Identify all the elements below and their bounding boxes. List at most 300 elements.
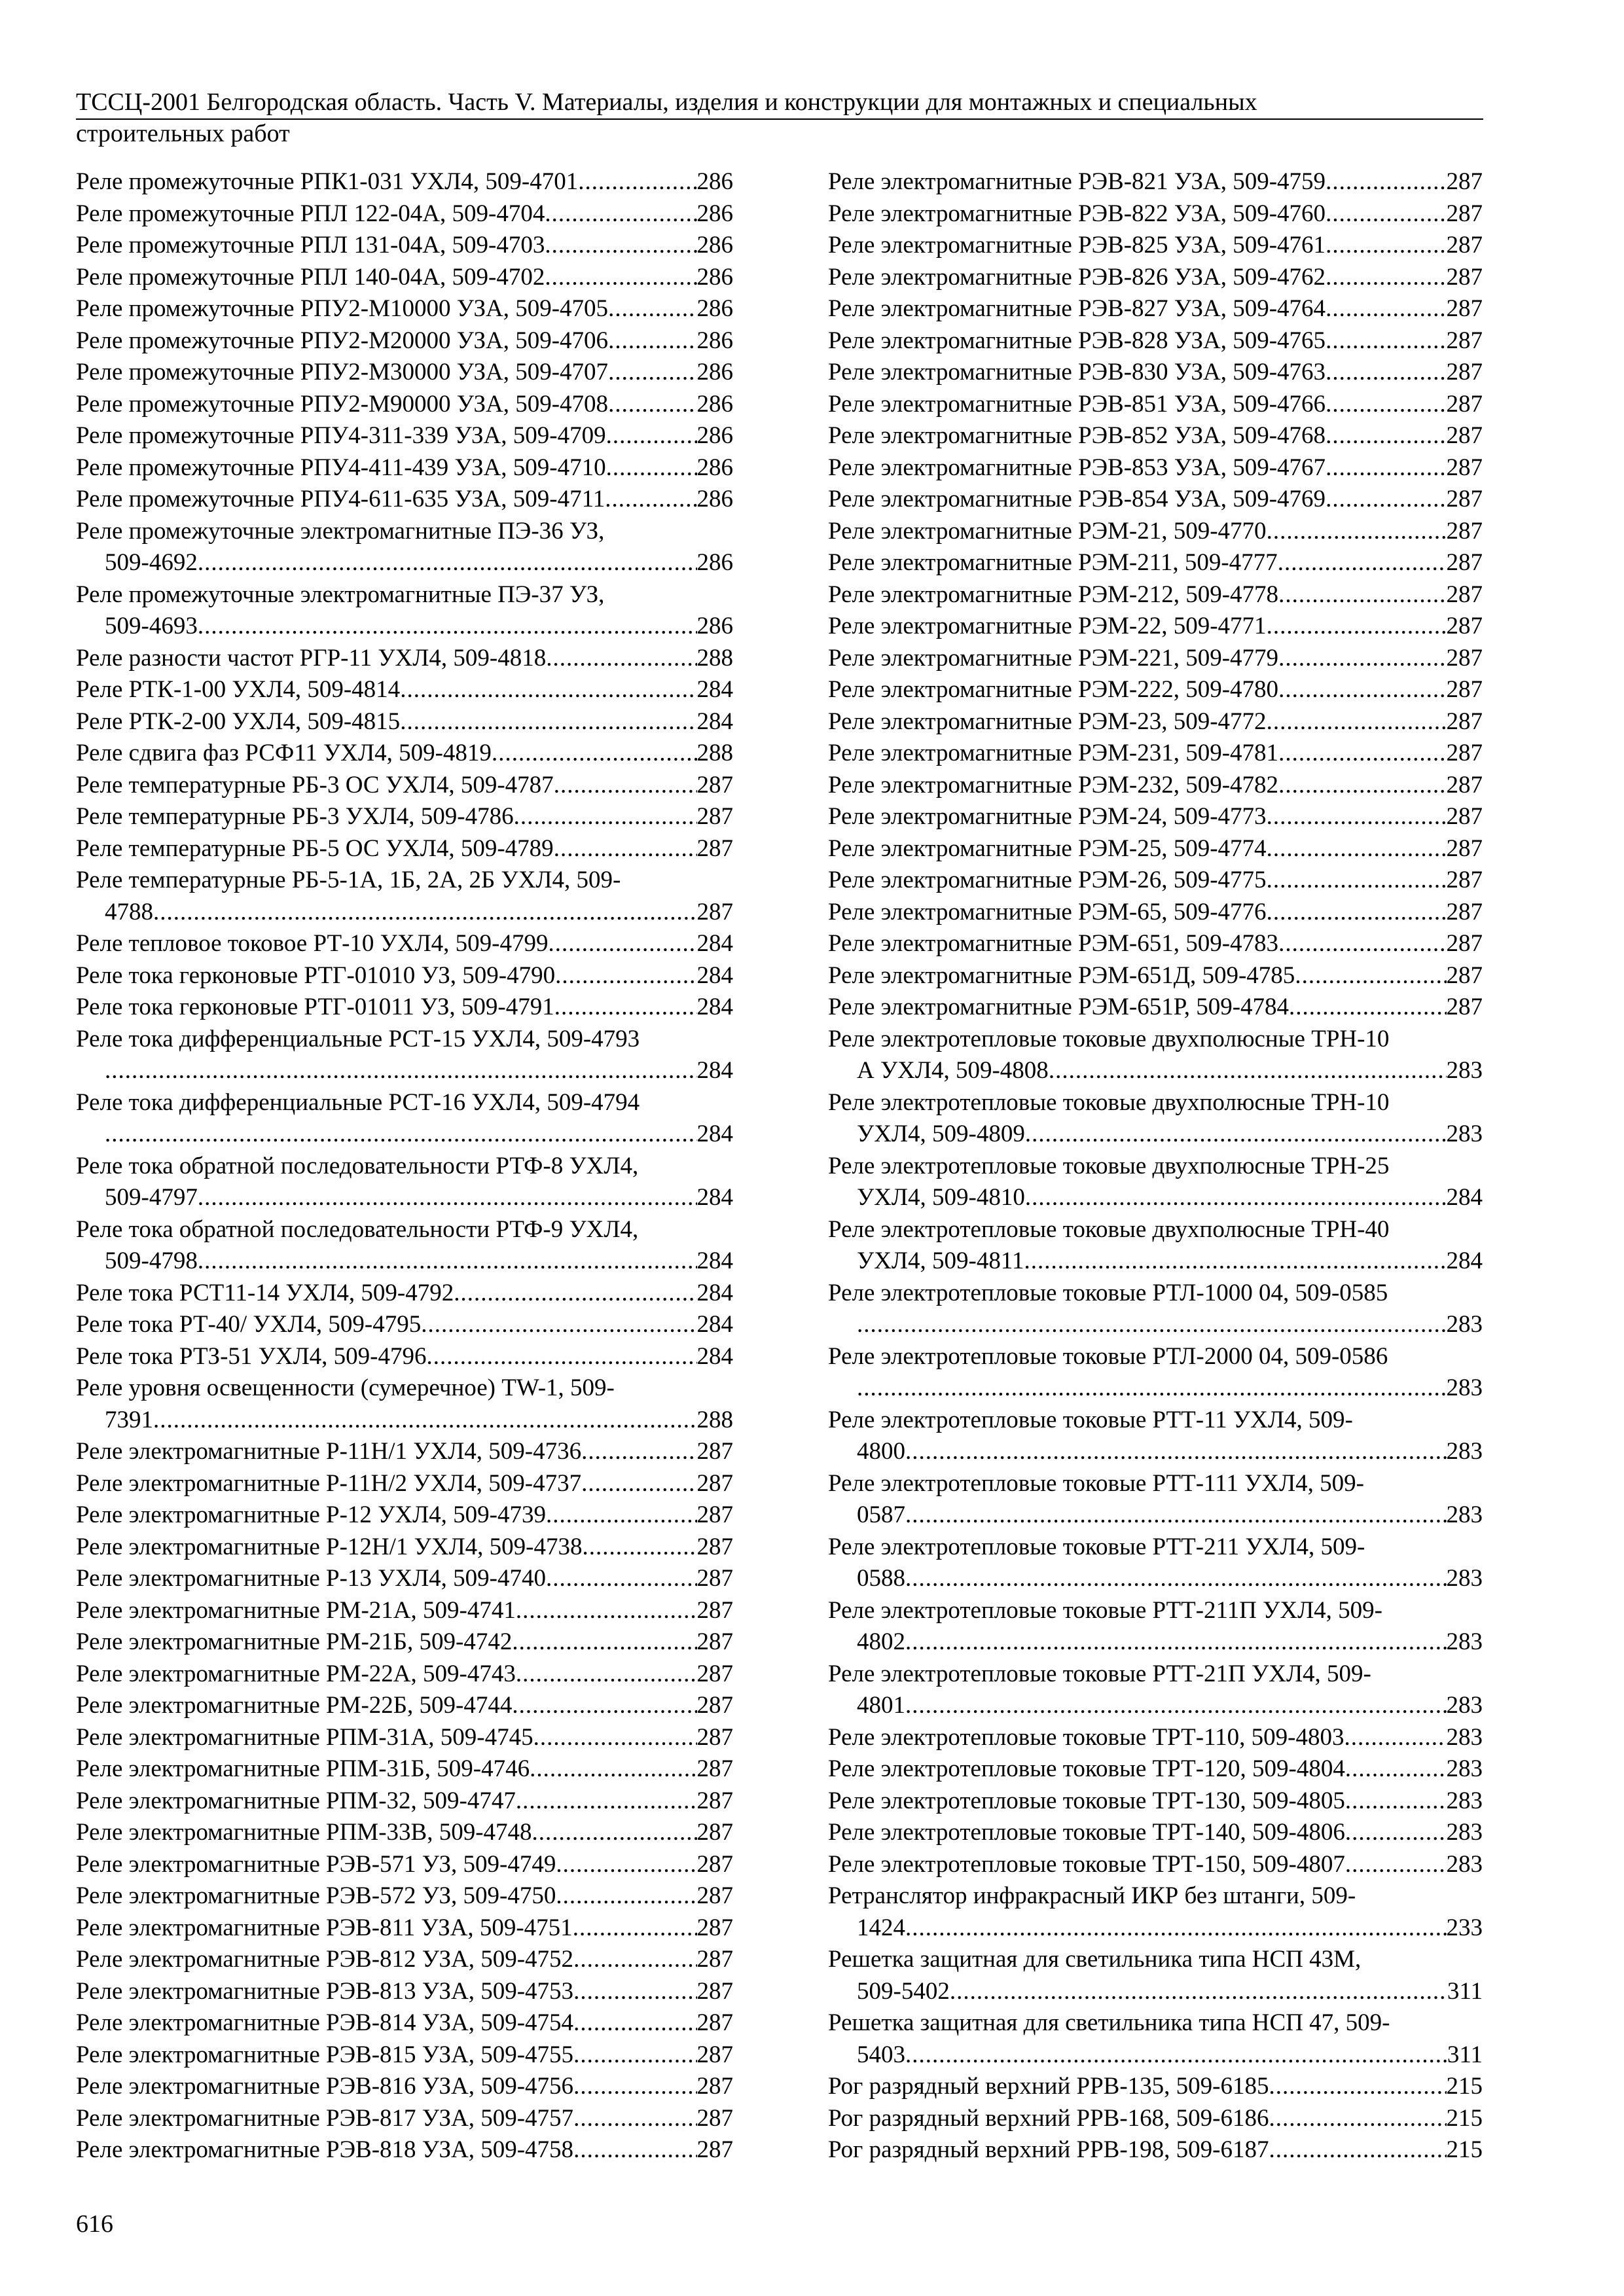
entry-page-number: 284 bbox=[696, 1184, 733, 1211]
index-entry bbox=[76, 1151, 733, 1214]
dot-leader bbox=[1326, 166, 1446, 198]
index-entry bbox=[76, 1278, 733, 1310]
index-entry bbox=[828, 2007, 1483, 2071]
index-entry bbox=[828, 1880, 1483, 1944]
index-entry bbox=[828, 389, 1483, 421]
dot-leader bbox=[546, 1563, 697, 1595]
entry-page-number: 284 bbox=[696, 930, 733, 957]
entry-page-number: 287 bbox=[1446, 295, 1483, 322]
index-entry bbox=[76, 960, 733, 992]
entry-page-number: 283 bbox=[1446, 1723, 1483, 1751]
entry-page-number: 284 bbox=[696, 1342, 733, 1370]
entry-page-number: 287 bbox=[1446, 803, 1483, 830]
entry-text: Реле электромагнитные Р-11Н/1 УХЛ4, 509-4736 bbox=[76, 1438, 582, 1465]
entry-page-number: 287 bbox=[696, 1438, 733, 1465]
entry-page-number: 287 bbox=[1446, 867, 1483, 893]
dot-leader bbox=[1267, 865, 1447, 897]
index-entry bbox=[76, 1753, 733, 1785]
entry-text: Реле электромагнитные РЭВ-827 УЗА, 509-4764 bbox=[828, 295, 1326, 322]
dot-leader bbox=[905, 1912, 1447, 1945]
entry-text: Реле электромагнитные РЭВ-814 УЗА, 509-4754 bbox=[76, 2009, 574, 2036]
entry-text: Реле электромагнитные РЭВ-826 УЗА, 509-4762 bbox=[828, 263, 1326, 291]
entry-page-number: 288 bbox=[696, 644, 733, 672]
entry-text: Реле электротепловые токовые ТРТ-150, 509-4807 bbox=[828, 1850, 1345, 1878]
entry-page-number: 288 bbox=[696, 1406, 733, 1433]
entry-text: Реле электромагнитные РЭВ-815 УЗА, 509-4755 bbox=[76, 2041, 574, 2068]
dot-leader bbox=[1278, 738, 1446, 770]
index-entry bbox=[76, 484, 733, 516]
entry-text: Реле температурные РБ-5 ОС УХЛ4, 509-4789 bbox=[76, 834, 554, 862]
entry-text: Реле электромагнитные Р-11Н/2 УХЛ4, 509-4737 bbox=[76, 1469, 582, 1497]
dot-leader bbox=[554, 833, 697, 865]
dot-leader bbox=[581, 1468, 696, 1500]
dot-leader bbox=[1278, 928, 1446, 960]
dot-leader bbox=[492, 738, 697, 770]
dot-leader bbox=[532, 1817, 697, 1849]
dot-leader bbox=[1278, 674, 1446, 706]
dot-leader bbox=[516, 1659, 697, 1691]
entry-text: Реле тока герконовые РТГ-01010 УЗ, 509-4790 bbox=[76, 961, 556, 989]
index-entry bbox=[828, 928, 1483, 960]
entry-text: Реле температурные РБ-5-1А, 1Б, 2А, 2Б УХЛ4, 509- bbox=[76, 867, 621, 893]
entry-page-number: 287 bbox=[696, 1660, 733, 1687]
entry-page-number: 283 bbox=[1446, 1850, 1483, 1878]
dot-leader bbox=[606, 452, 697, 484]
entry-page-number: 287 bbox=[696, 834, 733, 862]
dot-leader bbox=[198, 1182, 697, 1214]
index-entry bbox=[828, 579, 1483, 611]
entry-page-number: 286 bbox=[696, 390, 733, 418]
entry-text: Реле электромагнитные РЭМ-26, 509-4775 bbox=[828, 867, 1267, 893]
entry-text: Реле уровня освещенности (сумеречное) TW-1, 509- bbox=[76, 1374, 615, 1401]
entry-page-number: 287 bbox=[696, 1850, 733, 1878]
entry-text: Реле электромагнитные РМ-22Б, 509-4744 bbox=[76, 1692, 513, 1719]
entry-page-number: 287 bbox=[696, 898, 733, 925]
entry-page-number: 286 bbox=[696, 613, 733, 639]
dot-leader bbox=[1269, 2134, 1446, 2166]
entry-text: Рог разрядный верхний РРВ-198, 509-6187 bbox=[828, 2136, 1269, 2163]
dot-leader bbox=[554, 770, 697, 802]
entry-page-number: 287 bbox=[1446, 486, 1483, 512]
index-entry bbox=[828, 1214, 1483, 1278]
entry-text: Реле электромагнитные РЭВ-854 УЗА, 509-4769 bbox=[828, 486, 1326, 512]
dot-leader bbox=[198, 547, 697, 579]
index-entry bbox=[76, 198, 733, 230]
page-number: 616 bbox=[76, 2210, 113, 2238]
index-entry bbox=[76, 1563, 733, 1595]
index-entry bbox=[828, 1087, 1483, 1151]
dot-leader bbox=[198, 1246, 697, 1278]
dot-leader bbox=[905, 1690, 1447, 1722]
dot-leader bbox=[427, 1341, 697, 1373]
index-entry bbox=[828, 801, 1483, 833]
index-entry bbox=[828, 1278, 1483, 1341]
entry-text: Реле промежуточные РПУ2-М10000 УЗА, 509-4705 bbox=[76, 295, 609, 322]
index-entry bbox=[828, 706, 1483, 738]
dot-leader bbox=[153, 897, 697, 929]
entry-text: Реле тока РСТ11-14 УХЛ4, 509-4792 bbox=[76, 1279, 454, 1306]
entry-text: Реле электромагнитные РЭМ-222, 509-4780 bbox=[828, 676, 1279, 703]
dot-leader bbox=[556, 1849, 696, 1881]
entry-text: Реле электромагнитные РЭВ-851 УЗА, 509-4766 bbox=[828, 390, 1326, 418]
entry-page-number: 287 bbox=[1446, 517, 1483, 545]
index-entry bbox=[828, 198, 1483, 230]
index-entry bbox=[76, 1690, 733, 1722]
entry-page-number: 287 bbox=[1446, 961, 1483, 989]
entry-page-number: 215 bbox=[1446, 2073, 1483, 2100]
entry-text: Реле электромагнитные РЭВ-812 УЗА, 509-4752 bbox=[76, 1946, 574, 1973]
entry-text: УХЛ4, 509-4811 bbox=[857, 1247, 1024, 1274]
index-entry bbox=[76, 293, 733, 325]
entry-page-number: 215 bbox=[1446, 2136, 1483, 2163]
dot-leader bbox=[1326, 484, 1446, 516]
entry-text: Реле электротепловые токовые РТЛ-2000 04, 509-0586 bbox=[828, 1342, 1388, 1370]
entry-text: Реле температурные РБ-3 УХЛ4, 509-4786 bbox=[76, 803, 514, 830]
entry-text: 509-4693 bbox=[105, 613, 198, 639]
entry-text: Реле электромагнитные РЭМ-65, 509-4776 bbox=[828, 898, 1267, 925]
dot-leader bbox=[555, 960, 696, 992]
index-entry bbox=[76, 389, 733, 421]
entry-text: Реле электромагнитные РПМ-33В, 509-4748 bbox=[76, 1819, 532, 1846]
entry-text: Реле электротепловые токовые РТТ-21П УХЛ4, 509- bbox=[828, 1660, 1371, 1687]
dot-leader bbox=[105, 1119, 697, 1151]
entry-page-number: 287 bbox=[696, 2041, 733, 2068]
entry-text: Реле тепловое токовое РТ-10 УХЛ4, 509-4799 bbox=[76, 930, 549, 957]
entry-text: Реле промежуточные электромагнитные ПЭ-37 УЗ, bbox=[76, 581, 605, 608]
index-entry bbox=[76, 325, 733, 357]
entry-page-number: 283 bbox=[1446, 1692, 1483, 1719]
entry-text: 0587 bbox=[857, 1501, 905, 1528]
header-line-2: строительных работ bbox=[76, 120, 290, 147]
entry-text: Реле электромагнитные РМ-21А, 509-4741 bbox=[76, 1596, 516, 1624]
entry-text: 4801 bbox=[857, 1692, 905, 1719]
index-entry bbox=[828, 1785, 1483, 1818]
dot-leader bbox=[1289, 992, 1446, 1024]
index-entry bbox=[76, 166, 733, 198]
entry-page-number: 283 bbox=[1446, 1121, 1483, 1147]
entry-page-number: 286 bbox=[696, 359, 733, 386]
dot-leader bbox=[512, 1690, 696, 1722]
dot-leader bbox=[1269, 2103, 1446, 2135]
index-entry bbox=[828, 833, 1483, 865]
entry-text: Реле электромагнитные РЭВ-817 УЗА, 509-4757 bbox=[76, 2104, 574, 2132]
entry-text: Реле электромагнитные РМ-22А, 509-4743 bbox=[76, 1660, 516, 1687]
dot-leader bbox=[1345, 1817, 1447, 1849]
index-entry bbox=[76, 1372, 733, 1436]
index-entry bbox=[76, 230, 733, 262]
dot-leader bbox=[105, 1055, 697, 1087]
entry-page-number: 287 bbox=[696, 1914, 733, 1941]
entry-page-number: 233 bbox=[1446, 1914, 1483, 1941]
dot-leader bbox=[1326, 357, 1446, 389]
entry-text: Реле сдвига фаз РСФ11 УХЛ4, 509-4819 bbox=[76, 740, 492, 766]
entry-text: Реле РТК-1-00 УХЛ4, 509-4814 bbox=[76, 676, 401, 703]
entry-text: Реле электромагнитные РЭВ-821 УЗА, 509-4759 bbox=[828, 168, 1326, 195]
index-entry bbox=[828, 865, 1483, 897]
entry-text: Реле электромагнитные РЭМ-651, 509-4783 bbox=[828, 930, 1279, 957]
dot-leader bbox=[1269, 2071, 1446, 2103]
entry-text: Реле электромагнитные РЭМ-221, 509-4779 bbox=[828, 644, 1279, 672]
entry-text: Реле электромагнитные РЭВ-852 УЗА, 509-4768 bbox=[828, 422, 1326, 449]
index-entry bbox=[76, 2103, 733, 2135]
header-line-1: ТССЦ-2001 Белгородская область. Часть V. Материалы, изделия и конструкции для монтажных и специальных bbox=[76, 88, 1257, 116]
entry-text: Рог разрядный верхний РРВ-135, 509-6185 bbox=[828, 2073, 1269, 2100]
dot-leader bbox=[1278, 770, 1446, 802]
entry-text: Реле промежуточные РПК1-031 УХЛ4, 509-4701 bbox=[76, 168, 579, 195]
dot-leader bbox=[530, 1753, 696, 1785]
entry-text: 7391 bbox=[105, 1406, 153, 1433]
dot-leader bbox=[608, 325, 696, 357]
entry-page-number: 215 bbox=[1446, 2104, 1483, 2132]
index-entry bbox=[828, 611, 1483, 643]
dot-leader bbox=[1024, 1246, 1446, 1278]
entry-text: 509-4798 bbox=[105, 1247, 198, 1274]
dot-leader bbox=[545, 230, 696, 262]
entry-text: Реле электромагнитные РЭВ-818 УЗА, 509-4758 bbox=[76, 2136, 574, 2163]
entry-text: Реле тока РТ-40/ УХЛ4, 509-4795 bbox=[76, 1311, 422, 1338]
index-entry bbox=[76, 1532, 733, 1564]
entry-text: Реле электромагнитные РЭВ-811 УЗА, 509-4751 bbox=[76, 1914, 573, 1941]
entry-page-number: 287 bbox=[696, 2073, 733, 2100]
index-entry bbox=[76, 1341, 733, 1373]
entry-text: Реле промежуточные РПУ4-611-635 УЗА, 509-4711 bbox=[76, 486, 605, 512]
entry-text: 509-5402 bbox=[857, 1977, 950, 2005]
index-entry bbox=[76, 992, 733, 1024]
dot-leader bbox=[1267, 897, 1447, 929]
index-entry bbox=[828, 230, 1483, 262]
index-entry bbox=[828, 547, 1483, 579]
dot-leader bbox=[533, 1722, 697, 1754]
entry-page-number: 283 bbox=[1446, 1628, 1483, 1655]
dot-leader bbox=[1025, 1182, 1447, 1214]
index-entry bbox=[76, 357, 733, 389]
entry-text: Реле промежуточные РПУ4-411-439 УЗА, 509-4710 bbox=[76, 454, 606, 481]
entry-text: Реле температурные РБ-3 ОС УХЛ4, 509-4787 bbox=[76, 771, 554, 798]
entry-text: Реле электромагнитные РПМ-31А, 509-4745 bbox=[76, 1723, 533, 1751]
entry-text: Реле электромагнитные РЭМ-232, 509-4782 bbox=[828, 771, 1279, 798]
entry-page-number: 287 bbox=[696, 803, 733, 830]
entry-text: Реле промежуточные РПУ2-М20000 УЗА, 509-4706 bbox=[76, 327, 609, 354]
index-entry bbox=[76, 2007, 733, 2039]
dot-leader bbox=[1345, 1785, 1447, 1818]
entry-text: Реле электромагнитные Р-12Н/1 УХЛ4, 509-4738 bbox=[76, 1533, 583, 1560]
entry-page-number: 283 bbox=[1446, 1501, 1483, 1528]
dot-leader bbox=[573, 1912, 697, 1945]
index-entry bbox=[828, 1024, 1483, 1087]
entry-text: Реле промежуточные РПУ4-311-339 УЗА, 509-4709 bbox=[76, 422, 606, 449]
dot-leader bbox=[573, 1944, 696, 1976]
dot-leader bbox=[1267, 833, 1447, 865]
entry-text: Реле электромагнитные РЭМ-651Д, 509-4785 bbox=[828, 961, 1295, 989]
index-entry bbox=[76, 643, 733, 675]
index-entry bbox=[828, 452, 1483, 484]
index-entry bbox=[76, 1087, 733, 1151]
dot-leader bbox=[1345, 1849, 1447, 1881]
dot-leader bbox=[1326, 230, 1446, 262]
entry-text: 0588 bbox=[857, 1565, 905, 1592]
dot-leader bbox=[545, 262, 696, 294]
index-entry bbox=[76, 1849, 733, 1881]
entry-text: Реле электромагнитные РЭМ-21, 509-4770 bbox=[828, 517, 1267, 545]
index-entry bbox=[828, 2103, 1483, 2135]
entry-page-number: 286 bbox=[696, 327, 733, 354]
entry-page-number: 284 bbox=[696, 961, 733, 989]
entry-text: Реле электромагнитные РЭМ-22, 509-4771 bbox=[828, 613, 1267, 639]
index-entry bbox=[828, 420, 1483, 452]
index-entry bbox=[828, 1753, 1483, 1785]
index-entry bbox=[76, 1912, 733, 1945]
entry-page-number: 286 bbox=[696, 549, 733, 576]
entry-page-number: 287 bbox=[696, 1628, 733, 1655]
entry-text: Реле промежуточные РПЛ 131-04А, 509-4703 bbox=[76, 232, 545, 259]
entry-page-number: 287 bbox=[1446, 168, 1483, 195]
dot-leader bbox=[516, 1785, 697, 1818]
entry-text: Реле электромагнитные РЭВ-572 УЗ, 509-4750 bbox=[76, 1882, 556, 1909]
index-column-right bbox=[828, 166, 1483, 2166]
entry-text: Реле электротепловые токовые ТРТ-120, 509-4804 bbox=[828, 1755, 1345, 1782]
entry-text: Решетка защитная для светильника типа НСП 47, 509- bbox=[828, 2009, 1390, 2036]
entry-page-number: 284 bbox=[696, 676, 733, 703]
index-entry bbox=[76, 1659, 733, 1691]
entry-page-number: 284 bbox=[696, 994, 733, 1020]
entry-page-number: 287 bbox=[1446, 263, 1483, 291]
entry-text: Реле электромагнитные РМ-21Б, 509-4742 bbox=[76, 1628, 513, 1655]
index-entry bbox=[828, 738, 1483, 770]
entry-text: Реле промежуточные РПЛ 140-04А, 509-4702 bbox=[76, 263, 545, 291]
entry-page-number: 283 bbox=[1446, 1311, 1483, 1338]
index-entry bbox=[76, 833, 733, 865]
entry-text: Реле электромагнитные РЭВ-830 УЗА, 509-4763 bbox=[828, 359, 1326, 386]
entry-page-number: 286 bbox=[696, 263, 733, 291]
dot-leader bbox=[1344, 1722, 1447, 1754]
index-entry bbox=[828, 1722, 1483, 1754]
index-entry bbox=[828, 674, 1483, 706]
dot-leader bbox=[1267, 516, 1447, 548]
entry-page-number: 288 bbox=[696, 740, 733, 766]
index-entry bbox=[76, 1436, 733, 1468]
dot-leader bbox=[608, 357, 696, 389]
entry-page-number: 286 bbox=[696, 422, 733, 449]
entry-page-number: 287 bbox=[1446, 200, 1483, 227]
entry-page-number: 286 bbox=[696, 232, 733, 259]
entry-page-number: 286 bbox=[696, 200, 733, 227]
dot-leader bbox=[549, 928, 697, 960]
index-entry bbox=[828, 1468, 1483, 1532]
entry-page-number: 287 bbox=[1446, 930, 1483, 957]
entry-text: Реле электротепловые токовые РТЛ-1000 04, 509-0585 bbox=[828, 1279, 1388, 1306]
dot-leader bbox=[583, 1532, 697, 1564]
index-entry bbox=[76, 1976, 733, 2008]
entry-text: Реле электромагнитные РЭМ-211, 509-4777 bbox=[828, 549, 1278, 576]
entry-page-number: 284 bbox=[1446, 1247, 1483, 1274]
dot-leader bbox=[546, 1499, 697, 1532]
entry-page-number: 284 bbox=[696, 1247, 733, 1274]
entry-page-number: 284 bbox=[696, 1057, 733, 1084]
entry-page-number: 287 bbox=[1446, 994, 1483, 1020]
index-entry bbox=[828, 357, 1483, 389]
entry-page-number: 287 bbox=[696, 771, 733, 798]
index-entry bbox=[828, 992, 1483, 1024]
dot-leader bbox=[905, 1563, 1447, 1595]
entry-text: 4788 bbox=[105, 898, 153, 925]
entry-page-number: 284 bbox=[696, 1121, 733, 1147]
entry-text: Реле электротепловые токовые двухполюсные ТРН-40 bbox=[828, 1215, 1390, 1243]
dot-leader bbox=[153, 1405, 697, 1437]
entry-page-number: 287 bbox=[696, 1596, 733, 1624]
entry-page-number: 287 bbox=[696, 2104, 733, 2132]
entry-text: Реле электромагнитные РЭВ-828 УЗА, 509-4765 bbox=[828, 327, 1326, 354]
index-entry bbox=[76, 928, 733, 960]
entry-text: А УХЛ4, 509-4808 bbox=[857, 1057, 1049, 1084]
index-entry bbox=[76, 1880, 733, 1912]
entry-text: Реле промежуточные РПУ2-М30000 УЗА, 509-4707 bbox=[76, 359, 609, 386]
entry-page-number: 287 bbox=[1446, 644, 1483, 672]
dot-leader bbox=[606, 420, 697, 452]
index-entry bbox=[828, 1405, 1483, 1468]
entry-text: Реле электромагнитные РЭМ-212, 509-4778 bbox=[828, 581, 1279, 608]
index-entry bbox=[76, 865, 733, 928]
entry-page-number: 287 bbox=[696, 1977, 733, 2005]
dot-leader bbox=[1278, 643, 1446, 675]
entry-page-number: 287 bbox=[1446, 390, 1483, 418]
dot-leader bbox=[905, 1626, 1447, 1659]
index-entry bbox=[76, 770, 733, 802]
entry-text: Реле электромагнитные РЭВ-822 УЗА, 509-4760 bbox=[828, 200, 1326, 227]
index-entry bbox=[828, 643, 1483, 675]
dot-leader bbox=[905, 1499, 1447, 1532]
index-entry bbox=[76, 1595, 733, 1627]
entry-page-number: 284 bbox=[696, 1311, 733, 1338]
entry-page-number: 287 bbox=[696, 1787, 733, 1814]
dot-leader bbox=[400, 674, 696, 706]
index-entry bbox=[828, 262, 1483, 294]
entry-text: Реле электромагнитные РЭМ-23, 509-4772 bbox=[828, 708, 1267, 735]
entry-text: Реле электротепловые токовые ТРТ-110, 509-4803 bbox=[828, 1723, 1344, 1751]
entry-text: Реле электромагнитные РПМ-31Б, 509-4746 bbox=[76, 1755, 530, 1782]
index-entry bbox=[76, 706, 733, 738]
entry-page-number: 287 bbox=[696, 1469, 733, 1497]
index-entry bbox=[828, 484, 1483, 516]
entry-text: Реле электромагнитные РЭВ-813 УЗА, 509-4753 bbox=[76, 1977, 574, 2005]
dot-leader bbox=[1326, 420, 1446, 452]
index-entry bbox=[828, 1944, 1483, 2007]
index-entry bbox=[828, 1659, 1483, 1722]
entry-text: УХЛ4, 509-4809 bbox=[857, 1121, 1025, 1147]
entry-text: Реле электромагнитные РПМ-32, 509-4747 bbox=[76, 1787, 516, 1814]
index-entry bbox=[76, 738, 733, 770]
index-entry bbox=[828, 960, 1483, 992]
dot-leader bbox=[1049, 1055, 1447, 1087]
index-entry bbox=[76, 1214, 733, 1278]
dot-leader bbox=[1267, 611, 1447, 643]
entry-page-number: 287 bbox=[1446, 422, 1483, 449]
entry-page-number: 287 bbox=[1446, 549, 1483, 576]
index-entry bbox=[76, 262, 733, 294]
index-entry bbox=[76, 420, 733, 452]
index-entry bbox=[828, 897, 1483, 929]
dot-leader bbox=[554, 992, 697, 1024]
entry-page-number: 287 bbox=[696, 1533, 733, 1560]
entry-page-number: 287 bbox=[1446, 834, 1483, 862]
dot-leader bbox=[578, 166, 696, 198]
dot-leader bbox=[556, 1880, 696, 1912]
dot-leader bbox=[454, 1278, 696, 1310]
index-entry bbox=[828, 1595, 1483, 1659]
entry-page-number: 283 bbox=[1446, 1374, 1483, 1401]
entry-text: Реле разности частот РГР-11 УХЛ4, 509-4818 bbox=[76, 644, 547, 672]
dot-leader bbox=[516, 1595, 697, 1627]
dot-leader bbox=[573, 2103, 696, 2135]
